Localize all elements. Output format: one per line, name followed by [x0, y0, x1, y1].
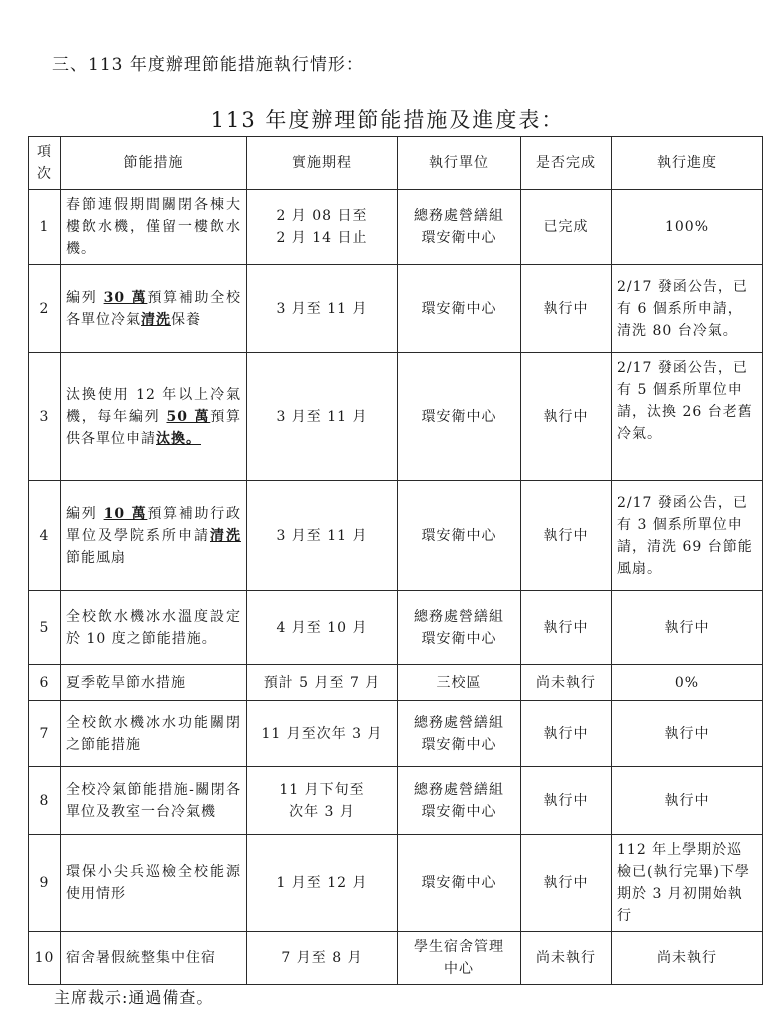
table-header-row	[29, 137, 763, 190]
table-title: 113 年度辦理節能措施及進度表：	[210, 108, 565, 132]
row-unit: 環安衛中心	[398, 835, 521, 932]
table-row	[29, 835, 763, 932]
measure-text: 宿舍暑假統整集中住宿	[66, 950, 216, 966]
table-row	[29, 591, 763, 665]
row-measure	[61, 591, 247, 665]
table-row	[29, 481, 763, 591]
measure-text: 編列	[66, 505, 104, 522]
header-period: 實施期程	[247, 137, 398, 190]
row-status: 執行中	[521, 353, 612, 481]
row-no: 10	[29, 932, 61, 985]
row-unit: 環安衛中心	[398, 353, 521, 481]
measure-text: 保養	[171, 311, 201, 328]
progress-table	[28, 136, 763, 985]
row-progress: 2/17 發函公告，已有 3 個系所單位申請，清洗 69 台節能風扇。	[612, 481, 763, 591]
measure-text: 預算補助全校各單位冷氣	[66, 289, 241, 328]
row-measure	[61, 265, 247, 353]
row-status: 執行中	[521, 835, 612, 932]
row-progress: 執行中	[612, 591, 763, 665]
row-status: 執行中	[521, 265, 612, 353]
row-progress: 執行中	[612, 767, 763, 835]
measure-text: 全校飲水機冰水功能關閉之節能措施	[66, 714, 241, 753]
table-row	[29, 932, 763, 985]
table-row	[29, 353, 763, 481]
section-heading: 三、113 年度辦理節能措施執行情形：	[52, 55, 364, 75]
row-period: 1 月至 12 月	[247, 835, 398, 932]
row-period: 11 月下旬至 次年 3 月	[247, 767, 398, 835]
measure-emphasis: 汰換。	[156, 430, 201, 447]
header-done: 是否完成	[521, 137, 612, 190]
row-no: 6	[29, 665, 61, 701]
measure-text: 預算補助行政單位及學院系所申請	[66, 505, 241, 544]
table-row	[29, 265, 763, 353]
measure-emphasis: 清洗	[210, 527, 241, 544]
measure-text: 編列	[66, 289, 104, 306]
row-unit: 總務處營繕組 環安衛中心	[398, 190, 521, 265]
chair-remark: 主席裁示:通過備查。	[54, 988, 214, 1007]
row-status: 尚未執行	[521, 665, 612, 701]
row-no: 2	[29, 265, 61, 353]
header-unit: 執行單位	[398, 137, 521, 190]
row-no: 8	[29, 767, 61, 835]
row-measure	[61, 835, 247, 932]
row-unit: 總務處營繕組 環安衛中心	[398, 701, 521, 767]
row-period: 4 月至 10 月	[247, 591, 398, 665]
row-progress: 0%	[612, 665, 763, 701]
header-measure: 節能措施	[61, 137, 247, 190]
row-measure	[61, 701, 247, 767]
row-no: 9	[29, 835, 61, 932]
row-no: 1	[29, 190, 61, 265]
row-status: 執行中	[521, 701, 612, 767]
table-row	[29, 767, 763, 835]
row-period: 3 月至 11 月	[247, 265, 398, 353]
row-unit: 三校區	[398, 665, 521, 701]
row-no: 3	[29, 353, 61, 481]
header-progress: 執行進度	[612, 137, 763, 190]
row-no: 5	[29, 591, 61, 665]
row-period: 2 月 08 日至 2 月 14 日止	[247, 190, 398, 265]
row-no: 7	[29, 701, 61, 767]
measure-text: 環保小尖兵巡檢全校能源使用情形	[66, 864, 241, 902]
row-status: 尚未執行	[521, 932, 612, 985]
row-measure	[61, 190, 247, 265]
measure-amount: 30 萬	[103, 289, 148, 306]
row-unit: 環安衛中心	[398, 265, 521, 353]
row-no: 4	[29, 481, 61, 591]
row-unit: 環安衛中心	[398, 481, 521, 591]
measure-text: 全校冷氣節能措施-關閉各單位及教室一台冷氣機	[66, 781, 241, 820]
measure-emphasis: 清洗	[141, 311, 171, 328]
row-status: 已完成	[521, 190, 612, 265]
row-measure	[61, 665, 247, 701]
row-period: 11 月至次年 3 月	[247, 701, 398, 767]
row-unit: 學生宿舍管理 中心	[398, 932, 521, 985]
measure-text: 預算供各單位申請	[66, 408, 241, 447]
header-item-no: 項 次	[29, 137, 61, 190]
row-progress: 2/17 發函公告，已有 5 個系所單位申請，汰換 26 台老舊冷氣。	[612, 353, 763, 481]
row-measure	[61, 353, 247, 481]
table-row	[29, 701, 763, 767]
measure-text: 夏季乾旱節水措施	[66, 674, 186, 691]
row-progress: 100%	[612, 190, 763, 265]
row-progress: 112 年上學期於巡檢已(執行完畢)下學期於 3 月初開始執行	[612, 835, 763, 932]
row-progress: 尚未執行	[612, 932, 763, 985]
row-period: 3 月至 11 月	[247, 481, 398, 591]
row-status: 執行中	[521, 591, 612, 665]
row-period: 7 月至 8 月	[247, 932, 398, 985]
row-measure	[61, 767, 247, 835]
measure-text: 汰換使用 12 年以上冷氣機，每年編列	[66, 386, 241, 425]
row-unit: 總務處營繕組 環安衛中心	[398, 591, 521, 665]
table-row	[29, 190, 763, 265]
row-progress: 執行中	[612, 701, 763, 767]
row-status: 執行中	[521, 481, 612, 591]
row-progress: 2/17 發函公告，已有 6 個系所申請，清洗 80 台冷氣。	[612, 265, 763, 353]
row-measure	[61, 932, 247, 985]
measure-amount: 10 萬	[103, 505, 148, 522]
table-row	[29, 665, 763, 701]
row-period: 預計 5 月至 7 月	[247, 665, 398, 701]
measure-text: 春節連假期間關閉各棟大樓飲水機，僅留一樓飲水機。	[66, 197, 241, 257]
row-unit: 總務處營繕組 環安衛中心	[398, 767, 521, 835]
row-period: 3 月至 11 月	[247, 353, 398, 481]
row-measure	[61, 481, 247, 591]
measure-amount: 50 萬	[166, 408, 211, 425]
measure-text: 節能風扇	[66, 549, 126, 566]
row-status: 執行中	[521, 767, 612, 835]
measure-text: 全校飲水機冰水溫度設定於 10 度之節能措施。	[66, 608, 241, 647]
